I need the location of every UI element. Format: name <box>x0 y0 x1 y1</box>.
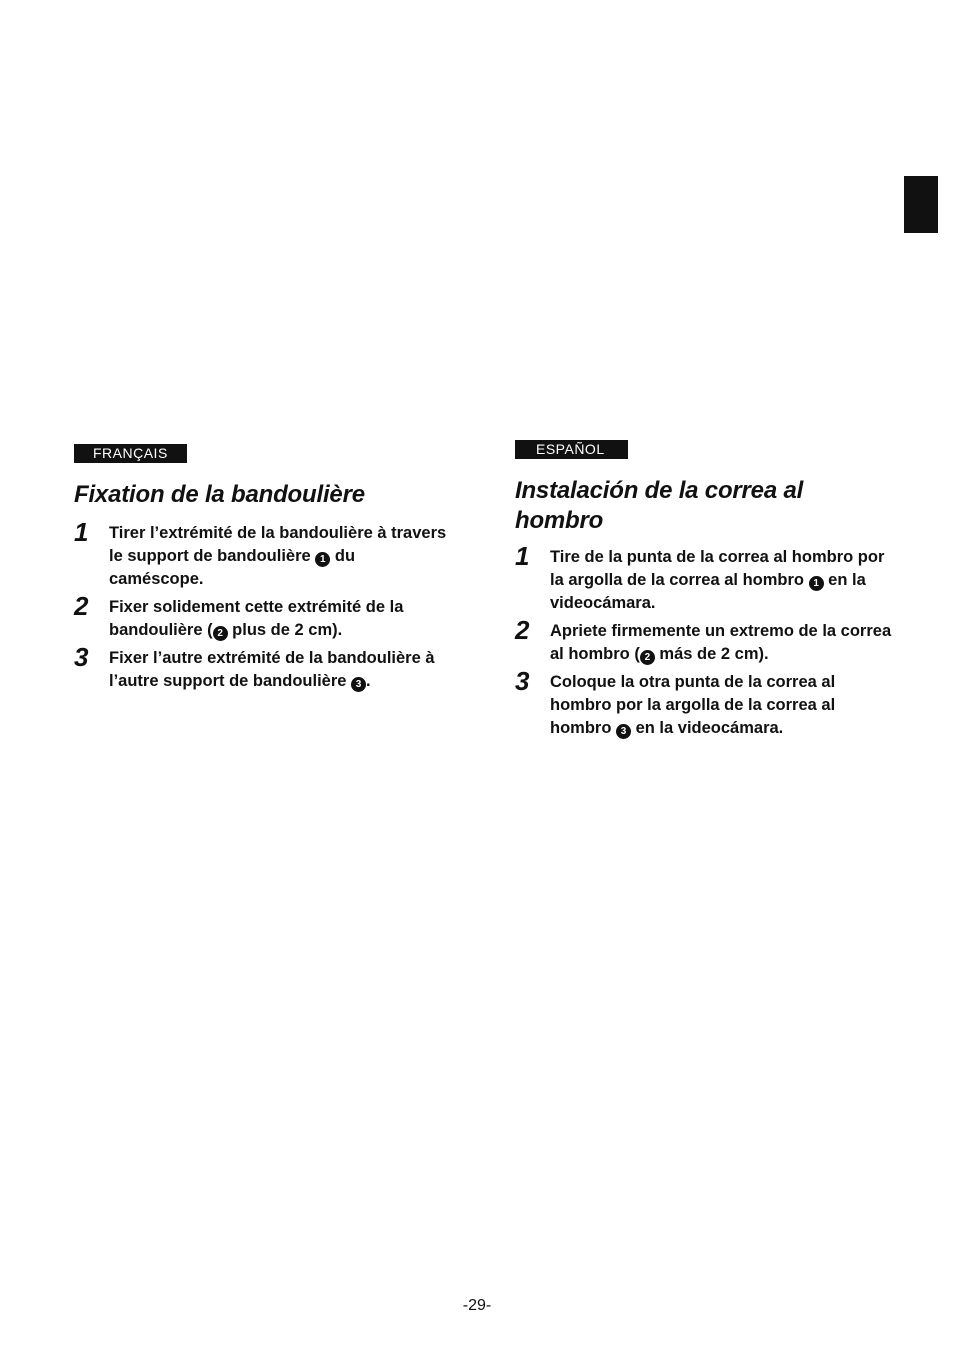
step-number: 2 <box>74 591 89 621</box>
callout-marker-icon: 3 <box>616 724 631 739</box>
step-item <box>515 615 895 666</box>
step-list-french <box>74 517 454 693</box>
language-label-french: FRANÇAIS <box>74 444 187 463</box>
step-text: Apriete firmemente un extremo de la correa al hombro ( 2 más de 2 cm). <box>550 622 892 663</box>
section-title-french: Fixation de la bandoulière <box>74 481 365 508</box>
step-item <box>74 642 454 693</box>
callout-marker-icon: 1 <box>315 552 330 567</box>
french-column <box>74 444 454 698</box>
step-text: Fixer solidement cette extrémité de la bandoulière ( 2 plus de 2 cm). <box>109 598 404 639</box>
callout-marker-icon: 1 <box>809 576 824 591</box>
callout-marker-icon: 2 <box>213 626 228 641</box>
step-number: 2 <box>515 615 530 645</box>
section-tab-marker <box>904 176 938 233</box>
step-item <box>515 666 895 740</box>
step-item <box>74 517 454 591</box>
step-text: Tirer l’extrémité de la bandoulière à travers le support de bandoulière 1 du caméscope. <box>109 524 447 588</box>
callout-marker-icon: 2 <box>640 650 655 665</box>
page-number: -29- <box>462 1297 492 1314</box>
step-text: Fixer l’autre extrémité de la bandoulière à l’autre support de bandoulière 3 . <box>109 649 435 690</box>
step-text: Coloque la otra punta de la correa al hombro por la argolla de la correa al hombro 3 en la videocámara. <box>550 673 836 737</box>
step-number: 1 <box>515 541 530 571</box>
step-text: Tire de la punta de la correa al hombro por la argolla de la correa al hombro 1 en la videocámara. <box>550 548 885 612</box>
language-label-spanish: ESPAÑOL <box>515 440 628 459</box>
section-title-spanish: Instalación de la correa al hombro <box>515 477 804 534</box>
callout-marker-icon: 3 <box>351 677 366 692</box>
spanish-column <box>515 440 895 745</box>
step-number: 1 <box>74 517 89 547</box>
step-number: 3 <box>74 642 89 672</box>
step-number: 3 <box>515 666 530 696</box>
step-item <box>515 541 895 615</box>
step-list-spanish <box>515 541 895 740</box>
step-item <box>74 591 454 642</box>
